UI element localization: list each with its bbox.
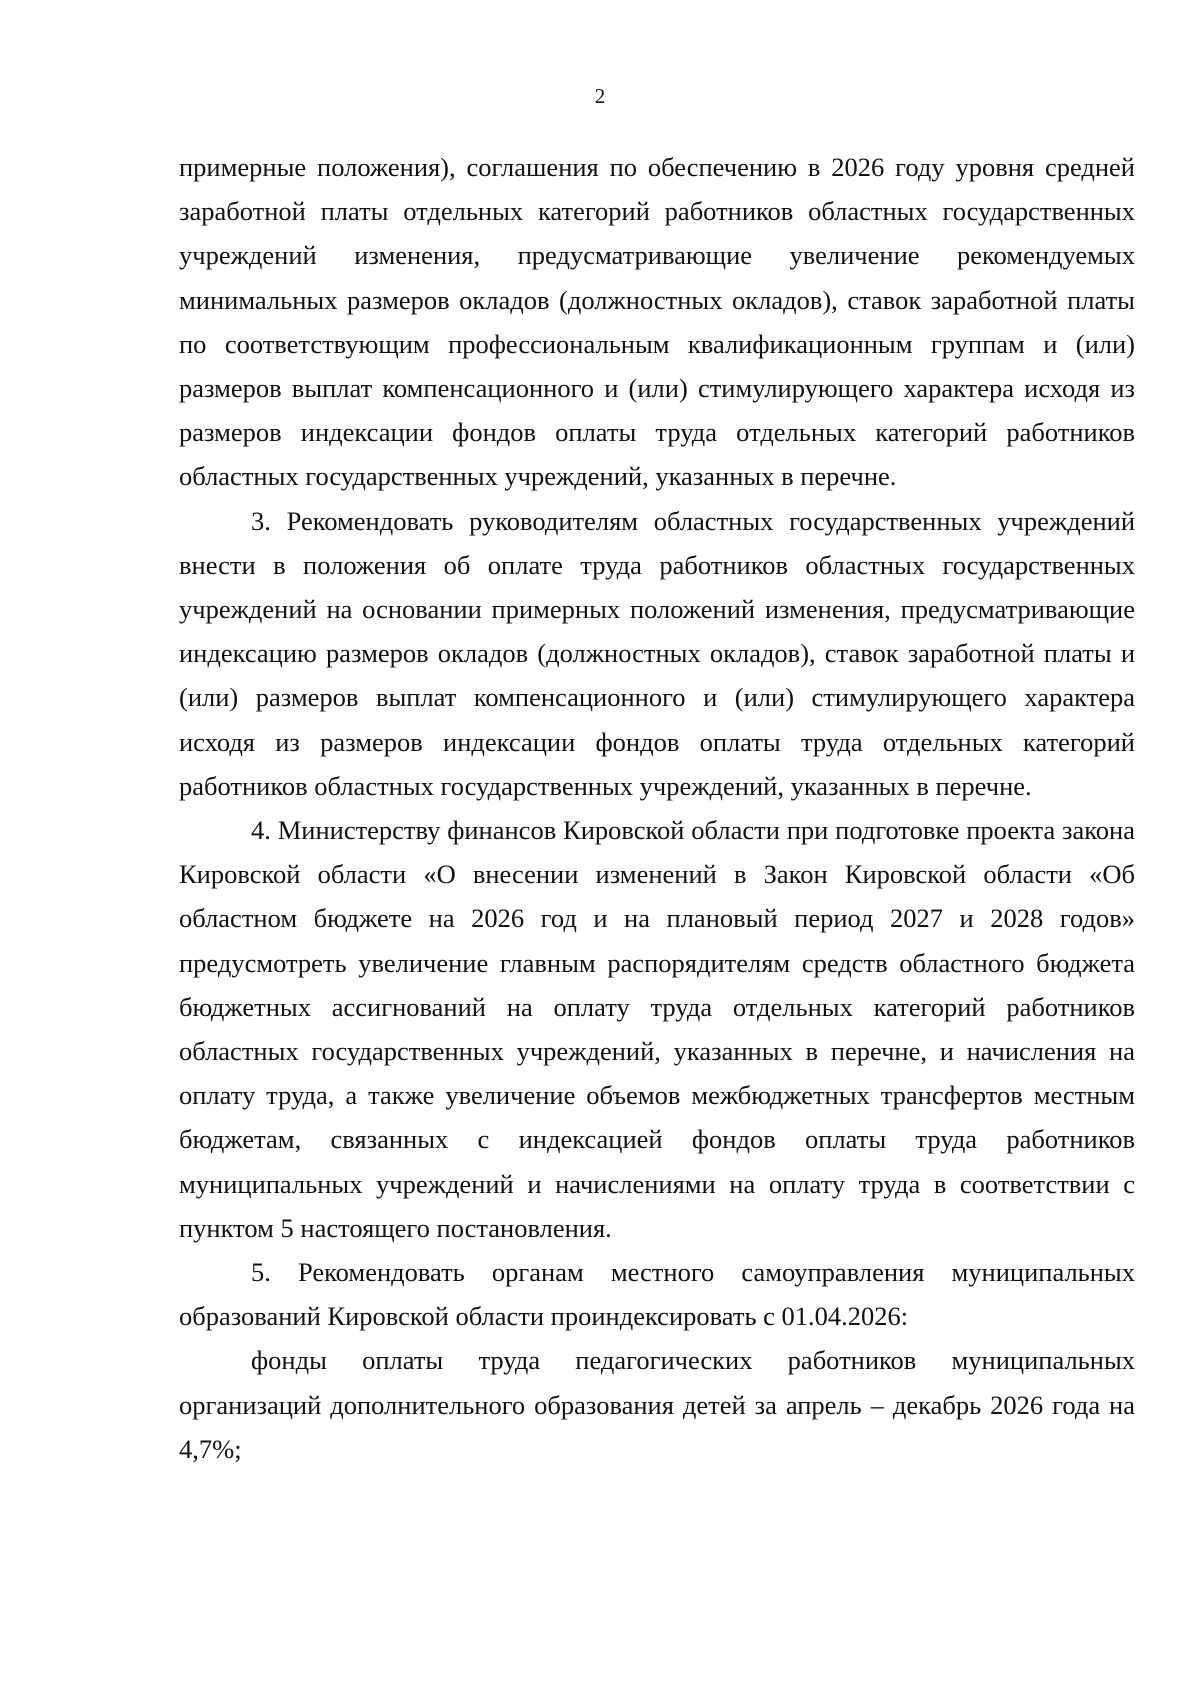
paragraph-item-5-subitem: фонды оплаты труда педагогических работников муниципальных организаций дополнительного образования детей за апрель – декабрь 2026 года на 4,7%;	[179, 1345, 1135, 1464]
page-number: 2	[594, 84, 606, 108]
paragraph-item-3: 3. Рекомендовать руководителям областных государственных учреждений внести в положения об оплате труда работников областных государственных учреждений на основании примерных положений изменения, предусматривающие индексацию размеров окладов (должностных окладов), ставок заработной платы и (или) размеров выплат компенсационного и (или) стимулирующего характера исходя из размеров индексации фондов оплаты труда отдельных категорий работников областных государственных учреждений, указанных в перечне.	[179, 505, 1135, 801]
paragraph-item-5: 5. Рекомендовать органам местного самоуправления муниципальных образований Кировской области проиндексировать с 01.04.2026:	[179, 1257, 1135, 1332]
paragraph-item-4: 4. Министерству финансов Кировской области при подготовке проекта закона Кировской области «О внесении изменений в Закон Кировской области «Об областном бюджете на 2026 год и на плановый период 2027 и 2028 годов» предусмотреть увеличение главным распорядителям средств областного бюджета бюджетных ассигнований на оплату труда отдельных категорий работников областных государственных учреждений, указанных в перечне, и начисления на оплату труда, а также увеличение объемов межбюджетных трансфертов местным бюджетам, связанных с индексацией фондов оплаты труда работников муниципальных учреждений и начислениями на оплату труда в соответствии с пунктом 5 настоящего постановления.	[179, 815, 1135, 1243]
document-body	[179, 145, 1135, 1471]
paragraph-continuation: примерные положения), соглашения по обеспечению в 2026 году уровня средней заработной платы отдельных категорий работников областных государственных учреждений изменения, предусматривающие увеличение рекомендуемых минимальных размеров окладов (должностных окладов), ставок заработной платы по соответствующим профессиональным квалификационным группам и (или) размеров выплат компенсационного и (или) стимулирующего характера исходя из размеров индексации фондов оплаты труда отдельных категорий работников областных государственных учреждений, указанных в перечне.	[179, 152, 1135, 492]
